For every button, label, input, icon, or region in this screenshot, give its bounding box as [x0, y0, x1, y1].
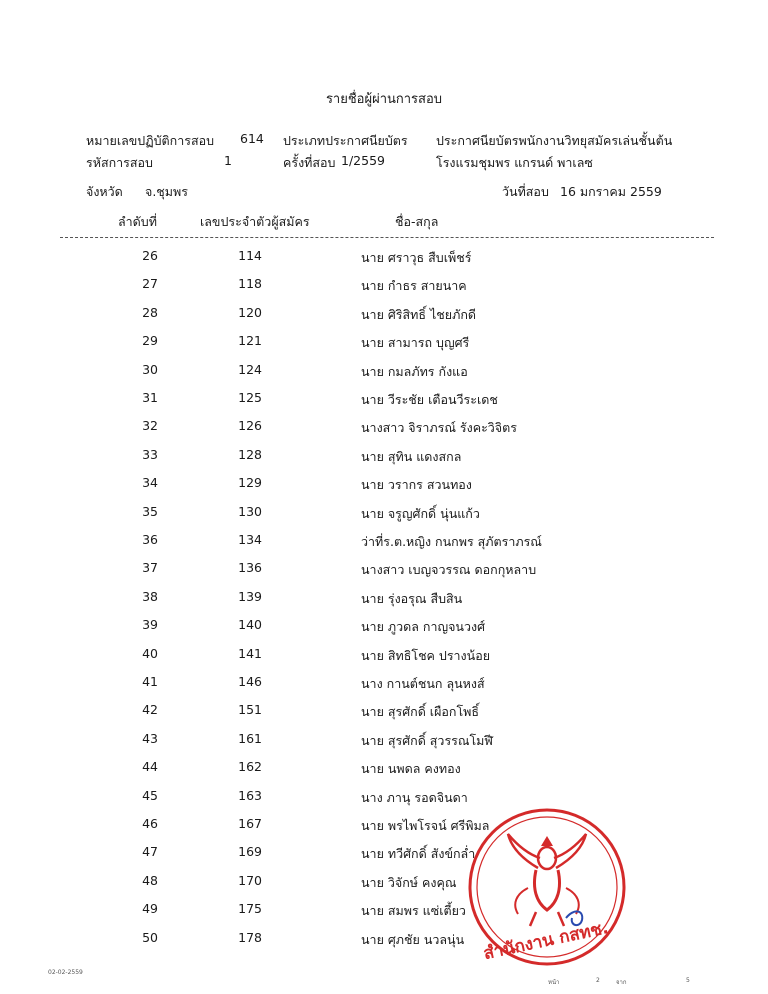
applicant-id: 128 [238, 446, 262, 462]
applicant-id: 175 [238, 901, 262, 917]
applicant-name: นาย สุทิน แดงสกล [361, 448, 462, 464]
table-row [0, 560, 768, 580]
table-row [0, 901, 768, 921]
applicant-id: 167 [238, 816, 262, 831]
applicant-name: นางสาว จิราภรณ์ รังคะวิจิตร [361, 420, 517, 436]
applicant-id: 130 [238, 503, 262, 519]
applicant-name: นาย กำธร สายนาค [361, 278, 467, 294]
applicant-id: 126 [238, 418, 262, 434]
applicant-name: นาย กมลภัทร กังแอ [361, 363, 468, 379]
applicant-name: ว่าที่ร.ต.หญิง กนกพร สุภัตราภรณ์ [361, 534, 542, 549]
applicant-name: นาง ภานุ รอดจินดา [361, 789, 468, 805]
row-number: 31 [142, 390, 158, 405]
footer-page-label: หน้า [548, 979, 560, 986]
cert-value: ประกาศนียบัตรพนักงานวิทยุสมัครเล่นชั้นต้น [436, 133, 673, 148]
column-name: ชื่อ-สกุล [395, 214, 439, 229]
table-row [0, 674, 768, 694]
row-number: 35 [142, 503, 158, 519]
applicant-id: 114 [238, 248, 262, 263]
table-row [0, 333, 768, 353]
applicant-name: นาย สามารถ บุญศรี [361, 335, 470, 351]
row-number: 48 [142, 872, 158, 888]
permit-label: หมายเลขปฏิบัติการสอบ [86, 133, 215, 148]
table-row [0, 390, 768, 410]
applicant-id: 136 [238, 560, 262, 576]
applicant-name: นาย วิจักษ์ คงคุณ [361, 874, 457, 890]
table-row [0, 362, 768, 382]
row-number: 46 [142, 816, 158, 831]
applicant-name: นาย วรากร สวนทอง [361, 477, 472, 493]
round-value: 1/2559 [341, 153, 385, 168]
table-row [0, 418, 768, 438]
applicant-id: 146 [238, 674, 262, 689]
province-label: จังหวัด [86, 184, 123, 199]
applicant-name: นาย ทวีศักดิ์ สังข์กล่ำ [361, 846, 476, 862]
row-number: 49 [142, 901, 158, 917]
row-number: 38 [142, 588, 158, 604]
applicant-name: นาย สมพร แซ่เตี้ยว [361, 903, 466, 919]
table-row [0, 930, 768, 950]
row-number: 32 [142, 418, 158, 434]
row-number: 44 [142, 759, 158, 775]
date-label: วันที่สอบ [502, 184, 549, 199]
table-row [0, 844, 768, 864]
applicant-id: 139 [238, 588, 262, 604]
table-row [0, 873, 768, 893]
code-value: 1 [224, 153, 232, 168]
applicant-id: 129 [238, 475, 262, 491]
type-label: ประเภทประกาศนียบัตร [283, 133, 408, 148]
row-number: 45 [142, 787, 158, 803]
footer-of-label: จาก [616, 979, 627, 986]
table-row [0, 475, 768, 495]
venue-value: โรงแรมชุมพร แกรนด์ พาเลซ [436, 155, 593, 170]
row-number: 41 [142, 674, 158, 689]
table-row [0, 731, 768, 751]
applicant-name: นาย ศิริสิทธิ์ ไชยภักดี [361, 306, 477, 322]
row-number: 34 [142, 475, 158, 491]
applicant-id: 163 [238, 787, 262, 803]
applicant-name: นาง กานต์ชนก ลุนหงส์ [361, 676, 485, 691]
applicant-id: 161 [238, 730, 262, 746]
applicant-id: 141 [238, 645, 262, 661]
applicant-name: นาย ศราวุธ สืบเพ็ชร์ [361, 250, 472, 265]
applicant-name: นาย สิทธิโชค ปรางน้อย [361, 647, 491, 663]
applicant-id: 162 [238, 759, 262, 775]
header-divider [60, 237, 714, 238]
row-number: 42 [142, 702, 158, 718]
applicant-id: 140 [238, 617, 262, 633]
footer-page-total: 5 [686, 977, 690, 984]
footer-page-no: 2 [596, 977, 600, 984]
applicant-name: นาย ศุภชัย นวลนุ่น [361, 931, 465, 947]
table-row [0, 447, 768, 467]
applicant-id: 169 [238, 844, 262, 860]
table-row [0, 532, 768, 552]
applicant-id: 151 [238, 702, 262, 718]
column-no: ลำดับที่ [118, 214, 157, 229]
table-row [0, 816, 768, 836]
table-row [0, 702, 768, 722]
table-row [0, 504, 768, 524]
office-seal-stamp [466, 806, 628, 968]
applicant-name: นาย จรูญศักดิ์ นุ่นแก้ว [361, 505, 480, 521]
footer-code: 02-02-2559 [48, 969, 83, 976]
applicant-id: 170 [238, 872, 262, 888]
row-number: 36 [142, 532, 158, 547]
table-row [0, 788, 768, 808]
row-number: 50 [142, 929, 158, 945]
applicant-id: 118 [238, 276, 262, 292]
stamp-text: สำนักงาน กสทช. [481, 918, 611, 965]
table-row [0, 589, 768, 609]
applicant-name: นาย พรไพโรจน์ ศรีพิมล [361, 818, 490, 833]
row-number: 29 [142, 333, 158, 349]
applicant-id: 134 [238, 532, 262, 547]
date-value: 16 มกราคม 2559 [560, 184, 662, 199]
row-number: 47 [142, 844, 158, 860]
applicant-id: 125 [238, 390, 262, 405]
round-label: ครั้งที่สอบ [283, 155, 336, 170]
applicant-name: นาย ภูวดล กาญจนวงศ์ [361, 619, 486, 635]
row-number: 28 [142, 304, 158, 320]
row-number: 37 [142, 560, 158, 576]
row-number: 26 [142, 248, 158, 263]
applicant-name: นาย สุรศักดิ์ สุวรรณโมฬี [361, 732, 493, 748]
applicant-name: นาย สุรศักดิ์ เผือกโพธิ์ [361, 704, 480, 720]
table-row [0, 759, 768, 779]
row-number: 27 [142, 276, 158, 292]
applicant-id: 124 [238, 361, 262, 377]
column-id: เลขประจำตัวผู้สมัคร [200, 214, 310, 229]
permit-value: 614 [240, 131, 264, 146]
applicant-id: 178 [238, 929, 262, 945]
applicant-name: นาย นพดล คงทอง [361, 761, 461, 777]
row-number: 43 [142, 730, 158, 746]
province-value: จ.ชุมพร [145, 184, 188, 199]
table-row [0, 305, 768, 325]
code-label: รหัสการสอบ [86, 155, 153, 170]
table-row [0, 617, 768, 637]
applicant-name: นางสาว เบญจวรรณ ดอกกุหลาบ [361, 562, 537, 578]
row-number: 33 [142, 446, 158, 462]
applicant-name: นาย รุ่งอรุณ สืบสิน [361, 590, 463, 606]
table-row [0, 646, 768, 666]
table-row [0, 276, 768, 296]
applicant-id: 120 [238, 304, 262, 320]
row-number: 40 [142, 645, 158, 661]
page-title: รายชื่อผู้ผ่านการสอบ [325, 92, 443, 107]
row-number: 30 [142, 361, 158, 377]
applicant-name: นาย วีระชัย เตือนวีระเดช [361, 392, 498, 407]
applicant-id: 121 [238, 333, 262, 349]
table-row [0, 248, 768, 268]
row-number: 39 [142, 617, 158, 633]
